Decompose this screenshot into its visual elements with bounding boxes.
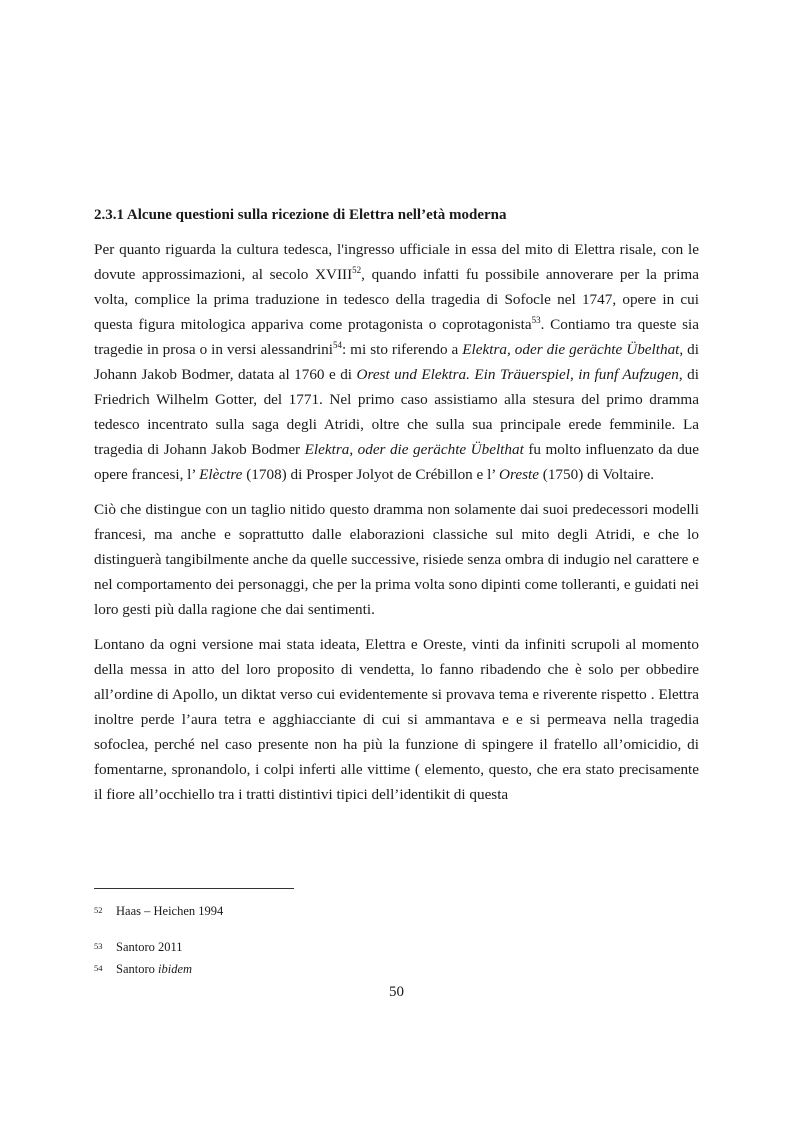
footnote-text: Santoro 2011 — [116, 940, 183, 954]
text-run: . Contiamo tra queste sia tragedie in prosa o in versi alessandrini — [94, 316, 699, 358]
footnote-number: 53 — [94, 941, 103, 951]
footnote-number: 52 — [94, 905, 103, 915]
footnote-52 — [94, 904, 223, 919]
section-heading: 2.3.1 Alcune questioni sulla ricezione di Elettra nell’età moderna — [94, 207, 507, 223]
work-title: Elektra, oder die gerächte Übelthat — [304, 441, 524, 458]
paragraph-1 — [94, 237, 699, 487]
footnote-ref-52[interactable]: 52 — [352, 264, 362, 275]
text-run: fu molto influenzato da due opere francesi, l’ — [94, 441, 699, 483]
text-run: : mi sto riferendo a — [341, 341, 463, 358]
text-run: (1708) di Prosper Jolyot de Crébillon e l’ — [242, 466, 500, 483]
footnote-divider — [94, 888, 294, 889]
text-run: Per quanto riguarda la cultura tedesca, l'ingresso ufficiale in essa del mito di Elettra risale, con le dovute approssimazioni, al secolo XVIII — [94, 241, 699, 283]
document-page — [94, 0, 699, 1123]
work-title: Oreste — [499, 466, 539, 483]
body-text — [94, 237, 699, 817]
footnote-text: Haas – Heichen 1994 — [116, 904, 224, 918]
footnote-italic: ibidem — [158, 962, 193, 976]
text-run: , di Friedrich Wilhelm Gotter, del 1771. Nel primo caso assistiamo alla stesura del primo dramma tedesco incentrato sulla saga degli Atridi, oltre che sulla sua principale erede femminile. La tragedia di Johann Jakob Bodmer — [94, 366, 699, 458]
work-title: Orest und Elektra. Ein Träuerspiel, in funf Aufzugen — [356, 366, 679, 383]
paragraph-2: Ciò che distingue con un taglio nitido questo dramma non solamente dai suoi predecessori modelli francesi, ma anche e soprattutto dalle elaborazioni classiche sul mito degli Atridi, e che lo distinguerà tangibilmente anche da quelle successive, risiede senza ombra di indugio nel carattere e nel comportamento dei personaggi, che per la prima volta sono dipinti come tolleranti, e guidati nei loro gesti più dalla ragione che dai sentimenti. — [94, 501, 699, 618]
text-run: (1750) di Voltaire. — [538, 466, 655, 483]
text-run: , quando infatti fu possibile annoverare per la prima volta, complice la prima traduzione in tedesco della tragedia di Sofocle nel 1747, opere in cui questa figura mitologica appariva come protagonista o coprotagonista — [94, 266, 699, 333]
paragraph-3: Lontano da ogni versione mai stata ideata, Elettra e Oreste, vinti da infiniti scrupoli al momento della messa in atto del loro proposito di vendetta, lo fanno ribadendo che è solo per obbedire all’ordine di Apollo, un diktat verso cui evidentemente si provava tema e riverente rispetto . Elettra inoltre perde l’aura tetra e agghiacciante di cui si ammantava e e si permeava nella tragedia sofoclea, perché nel caso presente non ha più la funzione di spingere il fratello all’omicidio, di fomentarne, spronandolo, i colpi inferti alle vittime ( elemento, questo, che era stato precisamente il fiore all’occhiello tra i tratti distintivi tipici dell’identikit di questa — [94, 636, 699, 803]
footnote-text-run: Santoro — [116, 962, 159, 976]
footnote-53 — [94, 940, 183, 955]
work-title: Elektra, oder die gerächte Übelthat — [462, 341, 680, 358]
footnote-54 — [94, 962, 192, 977]
footnote-ref-54[interactable]: 54 — [332, 339, 342, 350]
text-run: , di Johann Jakob Bodmer, datata al 1760 e di — [94, 341, 699, 383]
page-number: 50 — [389, 984, 404, 1000]
footnote-text — [116, 962, 192, 977]
work-title: Elèctre — [199, 466, 243, 483]
footnote-ref-53[interactable]: 53 — [531, 314, 541, 325]
footnote-number: 54 — [94, 963, 103, 973]
